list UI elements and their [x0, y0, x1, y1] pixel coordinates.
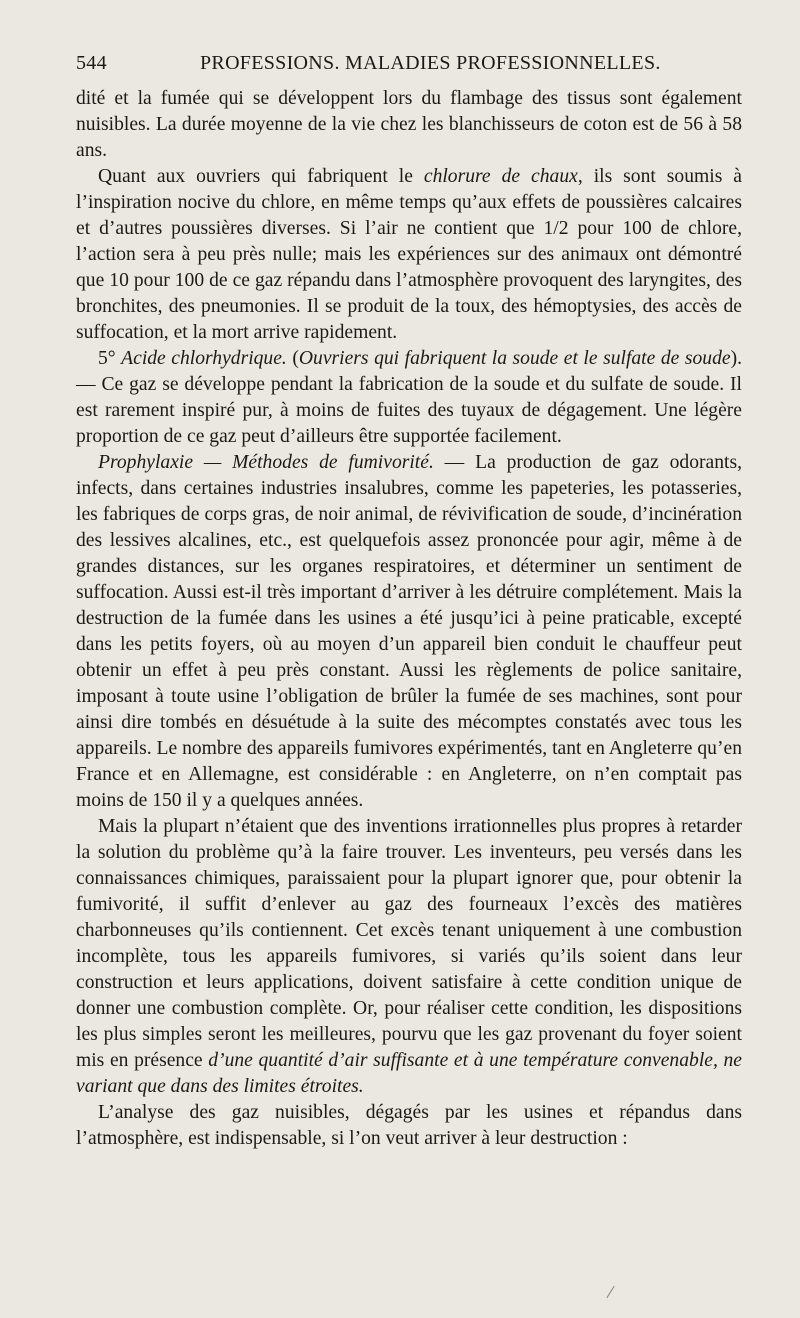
- section-heading: Prophylaxie — Méthodes de fumivorité.: [98, 452, 434, 473]
- paragraph-flambage: dité et la fumée qui se développent lors du flambage des tissus sont également nuisibles. La durée moyenne de la vie chez les blanchisseurs de coton est de 56 à 58 ans.: [76, 88, 742, 161]
- paragraph-inventions: [76, 814, 742, 1100]
- paragraph-analyse: L’analyse des gaz nuisibles, dégagés par les usines et répandus dans l’atmosphère, est indispensable, si l’on veut arriver à leur destruction :: [76, 1102, 742, 1149]
- italic-emphasis: d’une quantité d’air suffisante et à une température convenable, ne variant que dans des limites étroites.: [76, 1050, 742, 1097]
- stray-mark: [606, 1286, 614, 1298]
- text-run: Mais la plupart n’étaient que des inventions irrationnelles plus propres à retarder la solution du problème qu’à la faire trouver. Les inventeurs, peu versés dans les connaissances chimiques, paraissaient pour la plupart ignorer que, pour obtenir la fumivorité, il suffit d’enlever au gaz des fourneaux l’excès des matières charbonneuses qu’ils contiennent. Cet excès tenant uniquement à une combustion incomplète, tous les appareils fumivores, si variés qu’ils soient dans leur construction et leurs applications, doivent satisfaire à cette condition unique de donner une combustion complète. Or, pour réaliser cette condition, les dispositions les plus simples seront les meilleures, pourvu que les gaz provenant du foyer soient mis en présence: [76, 816, 742, 1071]
- running-title: PROFESSIONS. MALADIES PROFESSIONNELLES.: [200, 52, 661, 74]
- section-heading: Acide chlorhydrique.: [121, 348, 287, 369]
- page-number: 544: [76, 52, 107, 74]
- italic-subtitle: Ouvriers qui fabriquent la soude et le sulfate de soude: [298, 348, 731, 369]
- text-run: ). — Ce gaz se développe pendant la fabrication de la soude et du sulfate de soude. Il est rarement inspiré pur, à moins de fuites des tuyaux de dégagement. Une légère proportion de ce gaz peut d’ailleurs être supportée facilement.: [76, 348, 743, 447]
- page-header: [76, 44, 740, 80]
- section-number: 5°: [98, 348, 122, 369]
- paragraph-acide-chlorhydrique: [76, 346, 742, 450]
- text-run: Quant aux ouvriers qui fabriquent le: [98, 166, 424, 187]
- text-run: , ils sont soumis à l’inspiration nocive du chlore, en même temps qu’aux effets de poussières calcaires et d’autres poussières diverses. Si l’air ne contient que 1/2 pour 100 de chlore, l’action sera à peu près nulle; mais les expériences sur des animaux ont démontré que 10 pour 100 de ce gaz répandu dans l’atmosphère provoquent des laryngites, des bronchites, des pneumonies. Il se produit de la toux, des hémoptysies, des accès de suffocation, et la mort arrive rapidement.: [76, 166, 743, 343]
- paragraph-prophylaxie: [76, 450, 742, 814]
- paragraph-chlorure: [76, 164, 742, 346]
- text-run: (: [286, 348, 299, 369]
- text-run: — La production de gaz odorants, infects, dans certaines industries insalubres, comme les papeteries, les potasseries, les fabriques de corps gras, de noir animal, de révivification de soude, d’incinération des lessives alcalines, etc., est quelquefois assez prononcée pour agir, même à de grandes distances, sur les organes respiratoires, et déterminer un sentiment de suffocation. Aussi est-il très important d’arriver à les détruire complétement. Mais la destruction de la fumée dans les usines a été jusqu’ici à peine praticable, excepté dans les petits foyers, où au moyen d’un appareil bien conduit le chauffeur peut obtenir un effet à peu près constant. Aussi les règlements de police sanitaire, imposant à toute usine l’obligation de brûler la fumée de ses machines, sont pour ainsi dire tombés en désuétude à la suite des mécomptes constatés avec tous les appareils. Le nombre des appareils fumivores expérimentés, tant en Angleterre qu’en France et en Allemagne, est considérable : en Angleterre, on n’en comptait pas moins de 150 il y a quelques années.: [76, 452, 742, 811]
- body-text: [76, 86, 742, 1152]
- italic-term: chlorure de chaux: [423, 166, 578, 187]
